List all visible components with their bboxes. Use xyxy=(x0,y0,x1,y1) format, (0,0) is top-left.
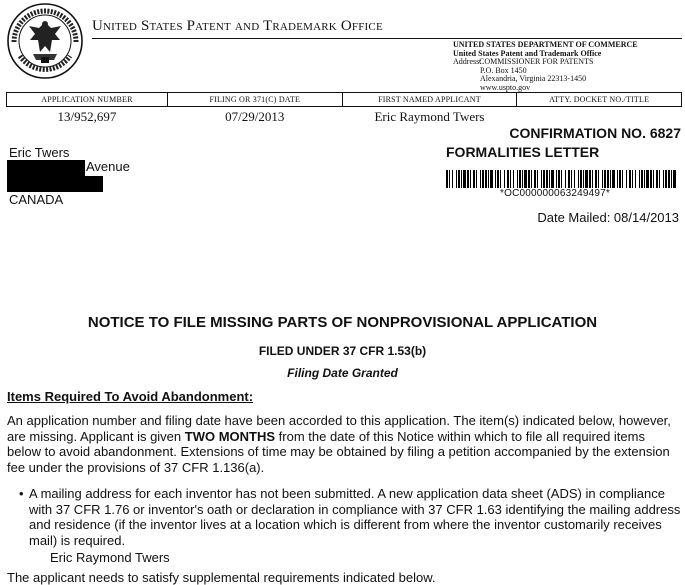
table-header: FILING OR 371(C) DATE xyxy=(167,93,342,107)
barcode-bar xyxy=(473,170,475,188)
barcode-bar xyxy=(504,170,505,188)
addressee-country: CANADA xyxy=(9,192,64,207)
barcode-bar xyxy=(549,170,550,188)
barcode-bar xyxy=(467,170,469,188)
barcode-bar xyxy=(604,170,606,188)
table-header-row xyxy=(7,93,682,107)
barcode-bar xyxy=(480,170,481,188)
barcode-bar xyxy=(641,170,643,188)
filing-status: Filing Date Granted xyxy=(287,366,398,380)
confirmation-number: CONFIRMATION NO. 6827 xyxy=(509,125,681,141)
filing-date: 07/29/2013 xyxy=(225,109,285,124)
letter-type: FORMALITIES LETTER xyxy=(446,144,600,160)
barcode-bar xyxy=(507,170,509,188)
barcode-bar xyxy=(673,170,676,188)
barcode-bar xyxy=(449,170,450,188)
barcode-bar xyxy=(646,170,649,188)
barcode-bar xyxy=(571,170,572,188)
barcode-bar xyxy=(617,170,618,188)
uspto-seal-icon xyxy=(6,2,84,80)
items-heading: Items Required To Avoid Abandonment: xyxy=(7,389,254,404)
barcode-bar xyxy=(639,170,640,188)
barcode-bar xyxy=(456,170,457,188)
barcode-bar xyxy=(602,170,603,188)
barcode-bar xyxy=(574,170,575,188)
atty-docket xyxy=(517,107,682,126)
barcode-bar xyxy=(659,170,660,188)
barcode-bar xyxy=(580,170,582,188)
office-name: United States Patent and Trademark Office xyxy=(92,18,383,34)
barcode-bar xyxy=(500,170,501,188)
notice-paragraph xyxy=(7,413,679,475)
barcode-bar xyxy=(482,170,484,188)
addressee-street: Avenue xyxy=(86,159,130,174)
barcode-bar xyxy=(488,170,489,188)
department-name: UNITED STATES DEPARTMENT OF COMMERCE xyxy=(453,40,638,49)
barcode-bar xyxy=(619,170,621,188)
inventor-name: Eric Raymond Twers xyxy=(50,550,170,565)
barcode-bar xyxy=(537,170,538,188)
barcode-bar xyxy=(635,170,636,188)
barcode-bar xyxy=(495,170,496,188)
barcode-bar xyxy=(531,170,532,188)
notice-subtitle: FILED UNDER 37 CFR 1.53(b) xyxy=(258,344,427,358)
barcode-bar xyxy=(626,170,627,188)
table-header: ATTY. DOCKET NO./TITLE xyxy=(517,93,682,107)
barcode-bar xyxy=(446,170,448,188)
barcode-bar xyxy=(595,170,597,188)
barcode-bar xyxy=(517,170,518,188)
redacted-street-number xyxy=(7,160,85,176)
letterhead-rule xyxy=(92,38,682,39)
address-line: P.O. Box 1450 xyxy=(480,65,527,75)
address-line: COMMISSIONER FOR PATENTS xyxy=(479,57,594,66)
barcode-bar xyxy=(568,170,570,188)
barcode-bar xyxy=(510,170,511,188)
barcode-bar xyxy=(598,170,599,188)
barcode-bar xyxy=(583,170,584,188)
barcode-bar xyxy=(543,170,545,188)
deadline-emphasis: TWO MONTHS xyxy=(184,428,276,444)
barcode-bar xyxy=(452,170,453,188)
barcode-bar xyxy=(534,170,536,188)
addressee-name: Eric Twers xyxy=(9,145,70,160)
barcode-bar xyxy=(592,170,593,188)
redacted-city-line xyxy=(7,176,103,192)
barcode-bar xyxy=(476,170,477,188)
address-label: Address: xyxy=(453,57,482,66)
paragraph-text: An application number and filing date have been accorded to this application. The item(s) indicated below, however, are missing. Applicant is given xyxy=(7,413,671,444)
barcode-bar xyxy=(497,170,499,188)
notice-title: NOTICE TO FILE MISSING PARTS OF NONPROVISIONAL APPLICATION xyxy=(87,314,598,331)
barcode-bar xyxy=(485,170,487,188)
barcode-bar xyxy=(663,170,664,188)
barcode-bar xyxy=(650,170,652,188)
department-address-block xyxy=(453,41,638,92)
barcode-bar xyxy=(565,170,566,188)
barcode-bar xyxy=(665,170,667,188)
barcode-bar xyxy=(558,170,560,188)
barcode-bar xyxy=(463,170,466,188)
sub-office-name: United States Patent and Trademark Office xyxy=(453,48,602,58)
table-row xyxy=(7,107,682,126)
paragraph-text: from the date of this Notice within which to file all required items below to avoid abandonment. Extensions of time may be obtained by filing a petition accompanied by the extension fee under the provisions of 37 CFR 1.136(a). xyxy=(7,428,670,475)
barcode-bar xyxy=(632,170,633,188)
barcode-bar xyxy=(671,170,672,188)
application-info-table xyxy=(6,92,682,125)
barcode-bar xyxy=(622,170,623,188)
address-line: Alexandria, Virginia 22313-1450 xyxy=(480,74,587,83)
missing-item xyxy=(21,486,681,548)
barcode-bar xyxy=(653,170,654,188)
barcode-bar xyxy=(656,170,658,188)
barcode-bar xyxy=(513,170,514,188)
barcode-bar xyxy=(546,170,548,188)
application-number: 13/952,697 xyxy=(57,109,117,124)
barcode-bar xyxy=(551,170,554,188)
barcode-bar xyxy=(522,170,523,188)
barcode-bar xyxy=(578,170,579,188)
barcode-bar xyxy=(629,170,631,188)
barcode-bar xyxy=(644,170,645,188)
barcode-bar xyxy=(612,170,615,188)
barcode-bar xyxy=(585,170,588,188)
table-header: FIRST NAMED APPLICANT xyxy=(342,93,517,107)
table-header: APPLICATION NUMBER xyxy=(7,93,168,107)
barcode-text: *OC000000063249497* xyxy=(500,188,611,199)
barcode-bar xyxy=(519,170,521,188)
date-mailed: Date Mailed: 08/14/2013 xyxy=(537,210,679,225)
missing-item-text: A mailing address for each inventor has not been submitted. A new application data sheet (ADS) in compliance with 37 CFR 1.76 or inventor's oath or declaration in compliance with 37 CFR 1.63 identifying the mailing address and residence (if the inventor lives at a location which is different from where the inventor customarily receives mail) is required. xyxy=(29,486,681,548)
barcode-bar xyxy=(470,170,471,188)
barcode-bar xyxy=(490,170,493,188)
barcode-bar xyxy=(561,170,562,188)
barcode-bar xyxy=(524,170,527,188)
truncated-next-line: The applicant needs to satisfy supplemental requirements indicated below. xyxy=(7,570,436,585)
barcode-bar xyxy=(610,170,611,188)
barcode-bar xyxy=(458,170,460,188)
barcode-bar xyxy=(589,170,591,188)
barcode-bar xyxy=(668,170,670,188)
bullet-icon: • xyxy=(19,486,24,501)
barcode-bar xyxy=(528,170,530,188)
first-named-applicant: Eric Raymond Twers xyxy=(374,109,485,124)
address-line: www.uspto.gov xyxy=(480,82,531,92)
barcode-bar xyxy=(556,170,557,188)
barcode-bar xyxy=(541,170,542,188)
barcode-bar xyxy=(607,170,609,188)
barcode-bar xyxy=(461,170,462,188)
